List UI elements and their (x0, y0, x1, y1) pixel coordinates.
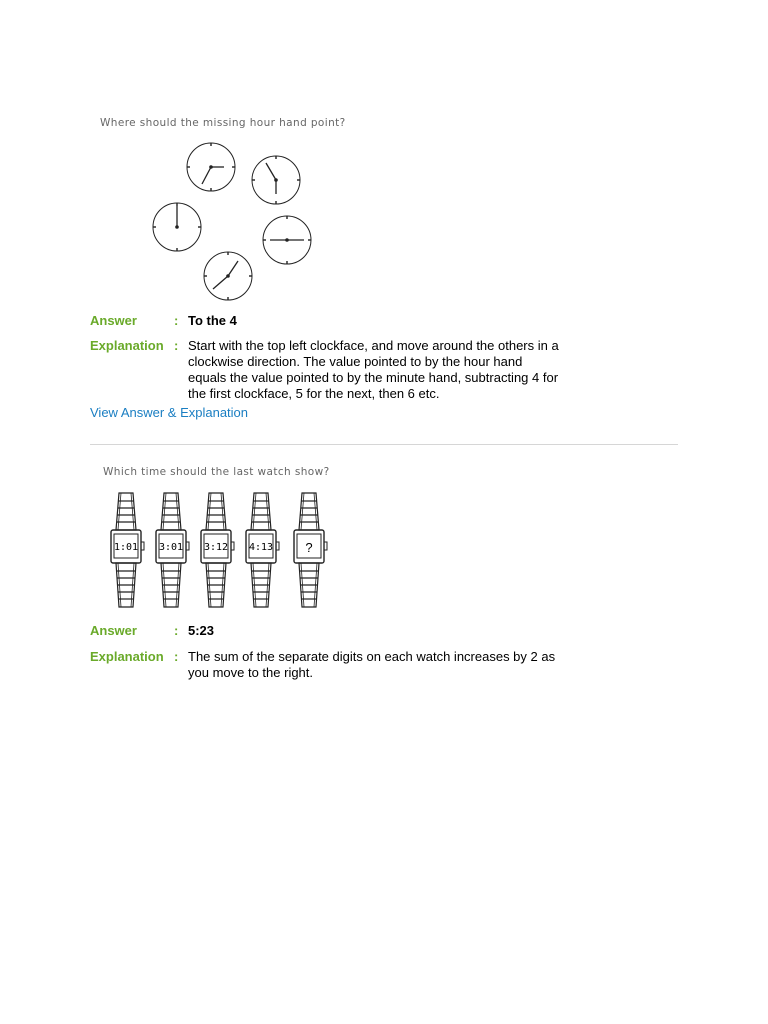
explanation-label: Explanation (90, 338, 164, 353)
explanation-text: Start with the top left clockface, and move around the others in a clockwise direction. The value pointed to by the hour hand equals the value pointed to by the minute hand, subtracting 4 for the first clockface, 5 for the next, then 6 etc. (188, 338, 559, 401)
divider (90, 444, 678, 445)
explanation-colon: : (174, 649, 179, 664)
watch-display-5: ? (305, 540, 313, 555)
watch-display-2: 3:01 (158, 542, 184, 553)
watch-3 (201, 493, 234, 607)
q1-explanation-row (90, 338, 570, 402)
answer-label: Answer (90, 623, 137, 638)
clockface-2 (252, 156, 300, 204)
watch-1 (111, 493, 144, 607)
watch-display-4: 4:13 (248, 542, 274, 553)
q2-title: Which time should the last watch show? (103, 466, 330, 478)
watch-2 (156, 493, 189, 607)
q2-explanation-row (90, 649, 570, 681)
watch-5 (294, 493, 327, 607)
explanation-label: Explanation (90, 649, 164, 664)
clockface-4 (263, 216, 311, 264)
explanation-text: The sum of the separate digits on each watch increases by 2 as you move to the right. (188, 649, 556, 680)
explanation-colon: : (174, 338, 179, 353)
clockface-5 (204, 252, 252, 300)
clockface-3 (153, 203, 201, 251)
answer-label: Answer (90, 313, 137, 328)
clockfaces-figure (140, 138, 325, 308)
answer-value: 5:23 (188, 623, 215, 638)
watch-display-1: 1:01 (113, 542, 139, 553)
answer-colon: : (174, 623, 179, 638)
view-answer-link[interactable]: View Answer & Explanation (90, 405, 249, 420)
clockface-1 (187, 143, 235, 191)
watch-display-3: 3:12 (203, 542, 229, 553)
answer-colon: : (174, 313, 179, 328)
answer-value: To the 4 (188, 313, 237, 328)
watch-4 (246, 493, 279, 607)
watches-figure (108, 490, 328, 610)
q1-answer-row (90, 313, 570, 329)
q2-answer-row (90, 623, 570, 639)
q1-title: Where should the missing hour hand point? (100, 117, 346, 129)
